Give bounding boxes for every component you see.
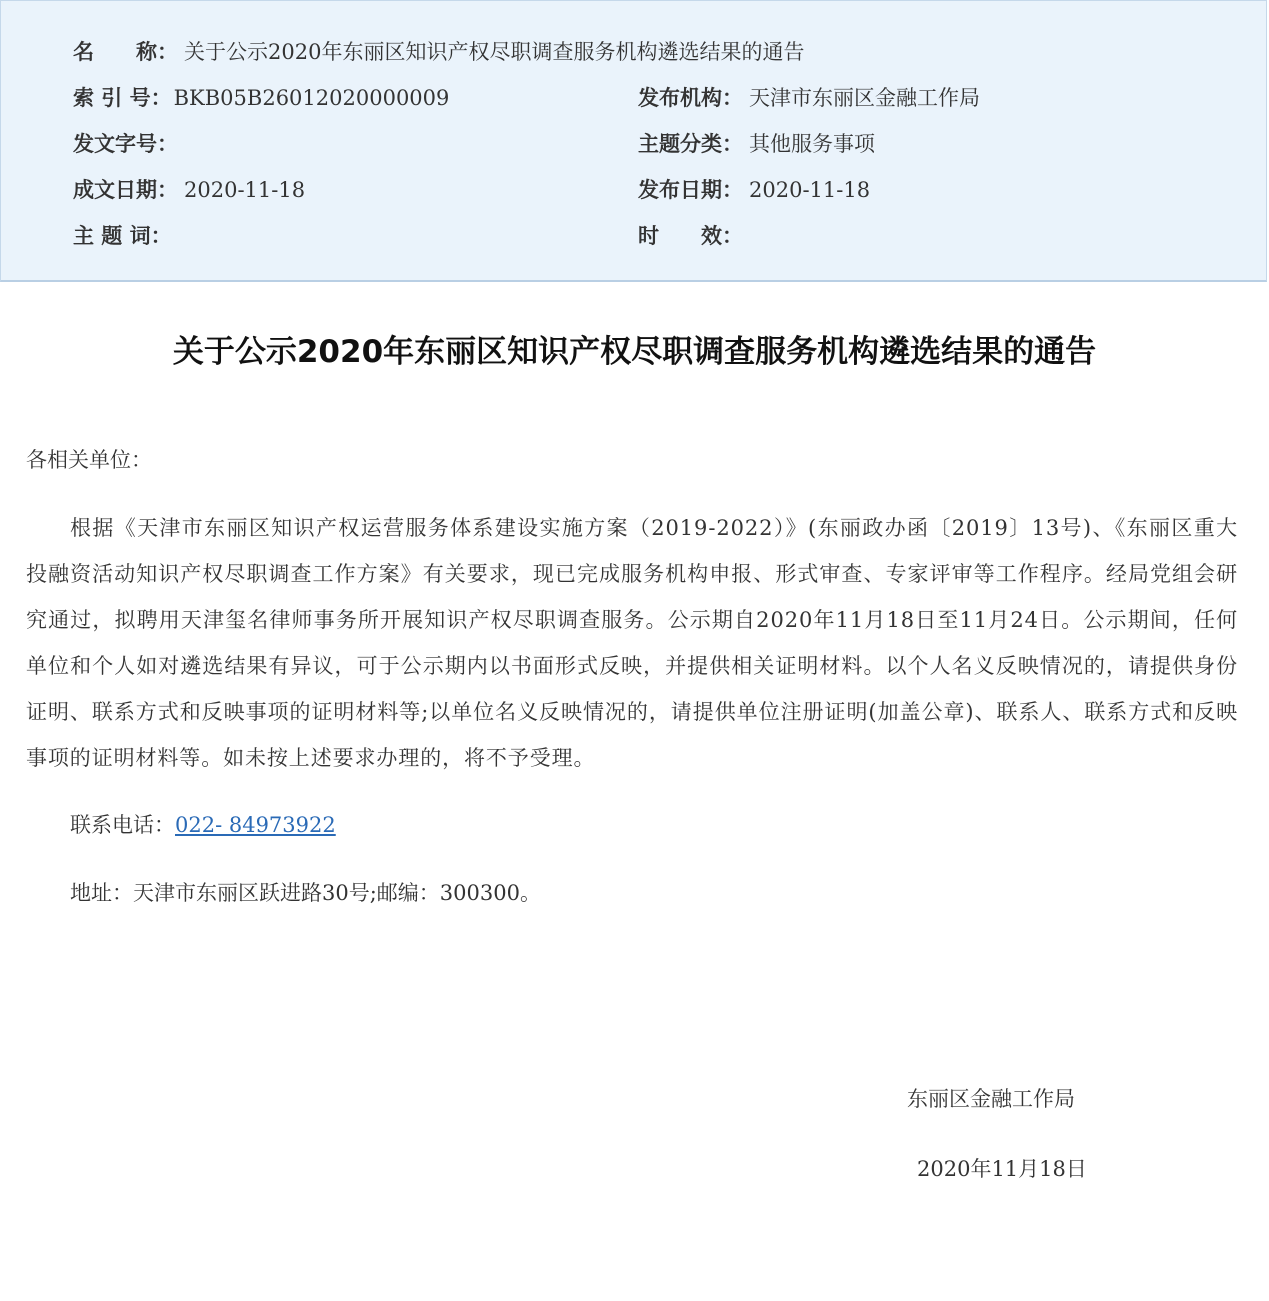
- contact-phone-link[interactable]: 022- 84973922: [175, 813, 336, 837]
- meta-keywords-row: [73, 221, 172, 251]
- meta-created-label: 成文日期：: [73, 178, 178, 202]
- meta-created-row: [73, 175, 305, 205]
- meta-index-value: BKB05B26012020000009: [173, 86, 450, 110]
- meta-publisher-value: 天津市东丽区金融工作局: [749, 86, 980, 110]
- document-title: 关于公示2020年东丽区知识产权尽职调查服务机构遴选结果的通告: [172, 334, 1097, 370]
- meta-validity-row: [638, 221, 743, 251]
- meta-publish-date-label: 发布日期：: [638, 178, 743, 202]
- contact-address-line: 地址：天津市东丽区跃进路30号;邮编：300300。: [70, 881, 541, 905]
- meta-publish-date-value: 2020-11-18: [749, 178, 871, 202]
- meta-publish-date-row: [638, 175, 870, 205]
- meta-validity-label: 时 效：: [638, 224, 743, 248]
- meta-name-row: [73, 37, 804, 67]
- meta-name-value: 关于公示2020年东丽区知识产权尽职调查服务机构遴选结果的通告: [184, 40, 805, 64]
- document-salutation: 各相关单位：: [26, 448, 152, 472]
- meta-docno-label: 发文字号：: [73, 132, 178, 156]
- document-metadata-panel: [0, 0, 1267, 282]
- meta-publisher-label: 发布机构：: [638, 86, 743, 110]
- meta-keywords-label: 主 题 词：: [73, 224, 172, 248]
- meta-index-label: 索 引 号：: [73, 86, 172, 110]
- contact-phone-label: 联系电话：: [70, 813, 175, 837]
- meta-category-row: [638, 129, 875, 159]
- document-body-paragraph: 根据《天津市东丽区知识产权运营服务体系建设实施方案（2019-2022）》(东丽政办函〔2019〕13号)、《东丽区重大投融资活动知识产权尽职调查工作方案》有关要求，现已完成服务机构申报、形式审查、专家评审等工作程序。经局党组会研究通过，拟聘用天津玺名律师事务所开展知识产权尽职调查服务。公示期自2020年11月18日至11月24日。公示期间，任何单位和个人如对遴选结果有异议，可于公示期内以书面形式反映，并提供相关证明材料。以个人名义反映情况的，请提供身份证明、联系方式和反映事项的证明材料等;以单位名义反映情况的，请提供单位注册证明(加盖公章)、联系人、联系方式和反映事项的证明材料等。如未按上述要求办理的，将不予受理。: [26, 516, 1238, 770]
- meta-created-value: 2020-11-18: [184, 178, 306, 202]
- document-signer: 东丽区金融工作局: [907, 1087, 1075, 1111]
- meta-category-label: 主题分类：: [638, 132, 743, 156]
- meta-category-value: 其他服务事项: [749, 132, 875, 156]
- meta-publisher-row: [638, 83, 980, 113]
- contact-phone-line: [70, 808, 336, 842]
- document-sign-date: 2020年11月18日: [917, 1157, 1087, 1181]
- meta-index-row: [73, 83, 449, 113]
- meta-docno-row: [73, 129, 178, 159]
- meta-name-label: 名 称：: [73, 40, 178, 64]
